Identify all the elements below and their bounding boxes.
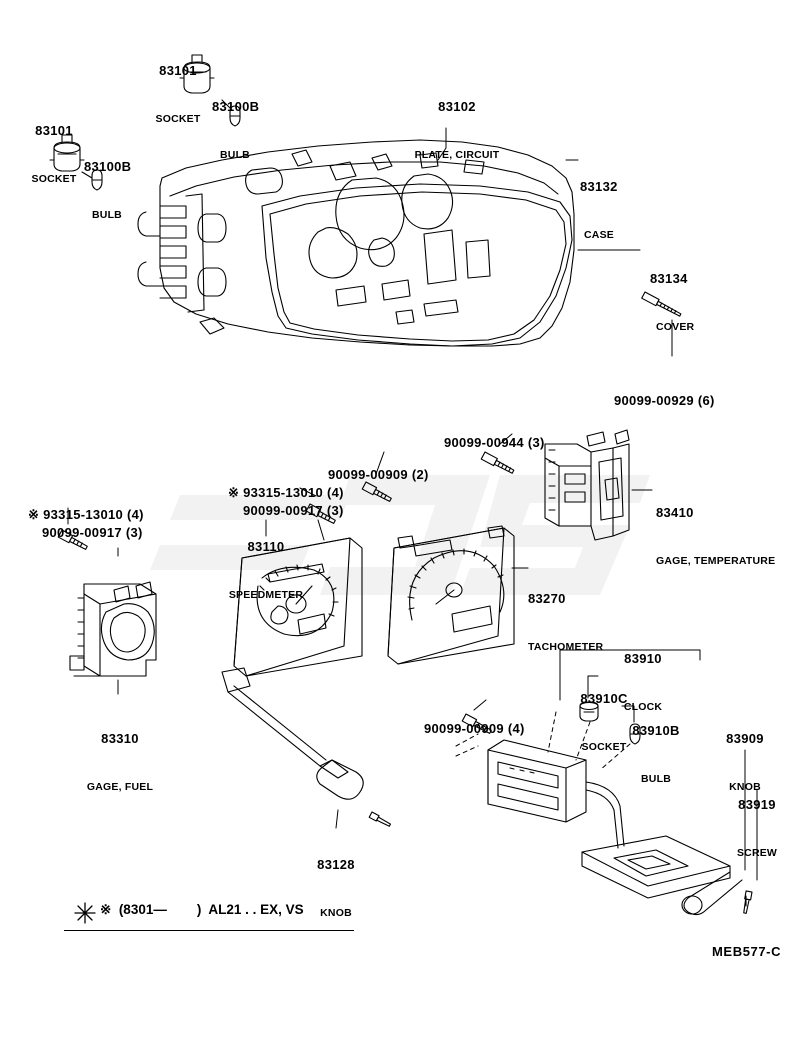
part-number: 83910C (580, 690, 628, 706)
part-name: SOCKET (155, 113, 201, 126)
part-number: 83909 (726, 730, 764, 746)
part-number: ※ 93315-13010 (4) (228, 484, 344, 500)
part-name: CASE (584, 229, 614, 242)
part-number: 83910 (624, 650, 662, 666)
part-label-90099-00909-4 (424, 686, 525, 772)
footnote-underline (64, 930, 354, 931)
part-number: 83100B (84, 158, 132, 174)
part-number: 83132 (580, 178, 618, 194)
part-name: BULB (641, 773, 671, 786)
part-number: 83270 (528, 590, 566, 606)
part-number: 83100B (212, 98, 260, 114)
part-number: 83919 (738, 796, 776, 812)
part-label-83101-top (138, 28, 218, 162)
part-number: 90099-00909 (2) (328, 466, 429, 482)
part-name: SCREW (736, 847, 778, 860)
part-label-90099-00929 (614, 358, 715, 444)
part-number: 83134 (650, 270, 688, 286)
part-number: 83410 (656, 504, 694, 520)
part-name: SOCKET (31, 173, 77, 186)
part-name: SPEEDMETER (228, 589, 304, 602)
part-number: 90099-00929 (6) (614, 392, 715, 408)
part-label-83132 (580, 144, 618, 278)
diagram-code: MEB577-C (712, 944, 782, 959)
part-number: 83910B (632, 722, 680, 738)
part-number: 83102 (438, 98, 476, 114)
part-label-83102 (392, 64, 522, 198)
part-label-83100B-top (212, 64, 259, 198)
part-label-83410 (656, 470, 775, 604)
part-number: 83110 (247, 538, 285, 554)
part-label-90099-00944 (444, 400, 545, 486)
part-name: COVER (656, 321, 695, 334)
part-number: 83128 (317, 856, 355, 872)
part-name: PLATE, CIRCUIT (414, 149, 500, 162)
part-name: KNOB (320, 907, 352, 920)
part-label-83134 (650, 236, 694, 370)
part-number: 83310 (101, 730, 139, 746)
part-name: TACHOMETER (528, 641, 604, 654)
part-name: CLOCK (623, 701, 663, 714)
part-label-83101-left (14, 88, 94, 222)
part-label-83310 (58, 696, 182, 830)
part-number: ※ 93315-13010 (4) (28, 506, 144, 522)
part-number: 90099-00909 (4) (424, 720, 525, 736)
part-name: GAGE, TEMPERATURE (656, 555, 776, 568)
part-label-83128 (286, 822, 386, 956)
part-number: 83101 (159, 62, 197, 78)
part-name: BULB (92, 209, 122, 222)
part-name: GAGE, FUEL (86, 781, 154, 794)
part-number: 83101 (35, 122, 73, 138)
part-name: KNOB (729, 781, 761, 794)
part-label-90099-00917-b (42, 490, 143, 576)
part-label-83110 (196, 504, 336, 638)
part-number: 90099-00917 (3) (42, 524, 143, 540)
part-number: 90099-00917 (3) (243, 502, 344, 518)
part-label-83919 (712, 762, 800, 896)
part-name: SOCKET (581, 741, 627, 754)
part-name: BULB (220, 149, 250, 162)
footnote-text: ※ (8301— ) AL21 . . EX, VS (100, 902, 304, 917)
part-number: 90099-00944 (3) (444, 434, 545, 450)
part-label-83910B (604, 688, 708, 822)
part-label-83100B-left (84, 124, 131, 258)
